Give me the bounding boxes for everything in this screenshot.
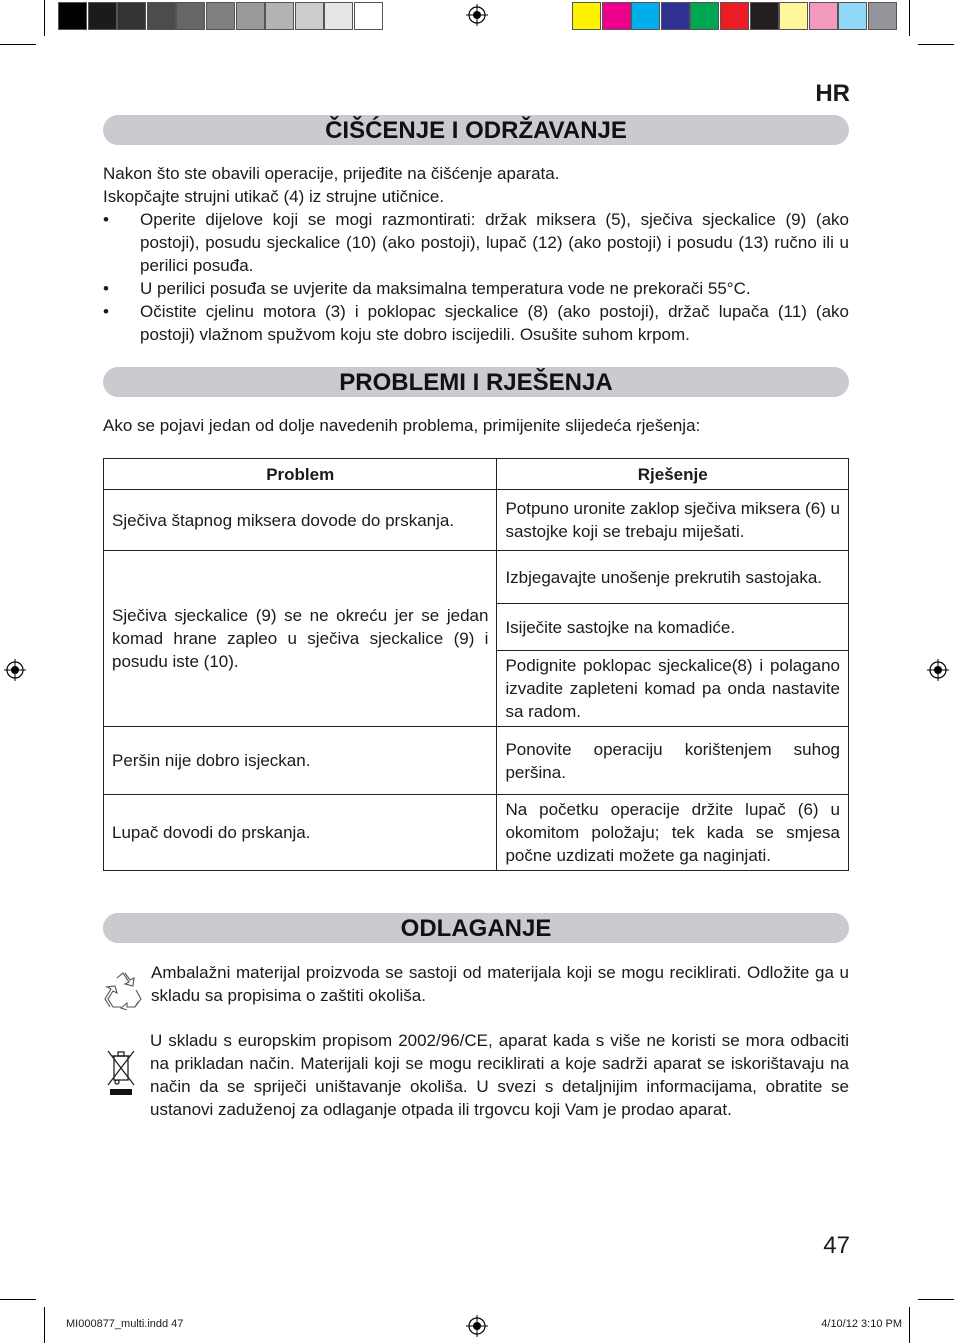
problem-cell: Sječiva štapnog miksera dovode do prskanja. <box>104 490 497 551</box>
color-swatch <box>324 2 353 30</box>
color-swatch <box>206 2 235 30</box>
table-row <box>104 490 849 551</box>
language-code: HR <box>815 80 850 107</box>
solution-cell: Ponovite operaciju korištenjem suhog peršina. <box>497 727 849 795</box>
section-heading-disposal: ODLAGANJE <box>103 913 849 943</box>
footer-date-info: 4/10/12 3:10 PM <box>821 1318 902 1330</box>
table-row <box>104 551 849 604</box>
solution-cell: Izbjegavajte unošenje prekrutih sastojaka. <box>497 551 849 604</box>
disposal-paragraph-packaging: Ambalažni materijal proizvoda se sastoji od materijala koji se mogu reciklirati. Odložite ga u skladu sa propisima o zaštiti okoliša. <box>151 963 849 1005</box>
color-swatch <box>176 2 205 30</box>
color-swatch <box>354 2 383 30</box>
cleaning-intro-1: Nakon što ste obavili operacije, prijeđite na čišćenje aparata. <box>103 164 560 183</box>
table-row <box>104 727 849 795</box>
crop-mark <box>0 44 36 45</box>
cleaning-bullet: Operite dijelove koji se mogi razmontirati: držak miksera (5), sječiva sjeckalice (9) (ako postoji), posudu sjeckalice (10) (ako postoji), lupač (12) (ako postoji) i posudu (13) ručno ili u perilici posuđa. <box>140 210 849 275</box>
troubleshooting-table <box>103 458 849 871</box>
problems-intro: Ako se pojavi jedan od dolje navedenih problema, primijenite slijedeća rješenja: <box>103 416 701 435</box>
color-swatch <box>690 2 719 30</box>
problem-cell: Sječiva sjeckalice (9) se ne okreću jer se jedan komad hrane zapleo u sječiva sjeckalice (9) i posudu iste (10). <box>104 551 497 727</box>
color-swatch <box>602 2 631 30</box>
color-swatch <box>572 2 601 30</box>
color-swatch <box>236 2 265 30</box>
problem-cell: Peršin nije dobro isjeckan. <box>104 727 497 795</box>
solution-cell: Potpuno uronite zaklop sječiva miksera (6) u sastojke koji se trebaju miješati. <box>497 490 849 551</box>
cleaning-bullet: Očistite cjelinu motora (3) i poklopac sjeckalice (8) (ako postoji), držač lupača (11) (ako postoji) vlažnom spužvom koju ste dobro iscijedili. Osušite suhom krpom. <box>140 302 849 344</box>
footer-file-info: MI000877_multi.indd 47 <box>66 1318 184 1330</box>
crop-mark <box>44 0 45 36</box>
color-swatch <box>750 2 779 30</box>
bullet-marker: • <box>103 210 109 229</box>
color-swatch <box>868 2 897 30</box>
registration-mark-icon <box>466 1315 488 1337</box>
bullet-marker: • <box>103 302 109 321</box>
color-swatch <box>295 2 324 30</box>
crop-mark <box>44 1307 45 1343</box>
table-header-row <box>104 459 849 490</box>
recycle-icon <box>103 972 143 1010</box>
column-header-solution: Rješenje <box>497 459 849 490</box>
color-swatch <box>117 2 146 30</box>
crossed-bin-icon <box>106 1048 136 1096</box>
page-number: 47 <box>823 1232 850 1259</box>
solution-cell: Podignite poklopac sjeckalice(8) i polagano izvadite zapleteni komad pa onda nastavite sa radom. <box>497 651 849 727</box>
crop-mark <box>909 1307 910 1343</box>
color-swatch <box>631 2 660 30</box>
registration-mark-icon <box>466 4 488 26</box>
table-row <box>104 795 849 871</box>
color-swatch <box>779 2 808 30</box>
bullet-marker: • <box>103 279 109 298</box>
section-heading-problems: PROBLEMI I RJEŠENJA <box>103 367 849 397</box>
color-swatch <box>661 2 690 30</box>
color-swatch <box>838 2 867 30</box>
registration-mark-icon <box>927 659 949 681</box>
cleaning-intro-2: Iskopčajte strujni utikač (4) iz strujne utičnice. <box>103 187 445 206</box>
color-swatch <box>88 2 117 30</box>
disposal-paragraph-weee: U skladu s europskim propisom 2002/96/CE, aparat kada s više ne koristi se mora odbaciti na prikladan način. Materijali koji se mogu reciklirati a koje sadrži aparat se iskorištavaju na način da se spriječi uništavanje okoliša. U svezi s detaljnijim informacijama, obratite se ustanovi zaduženoj za odlaganje otpada ili trgovcu koji Vam je prodao aparat. <box>150 1031 849 1119</box>
color-swatch <box>58 2 87 30</box>
color-swatch <box>147 2 176 30</box>
crop-mark <box>909 0 910 36</box>
color-swatch <box>265 2 294 30</box>
crop-mark <box>918 1299 954 1300</box>
column-header-problem: Problem <box>104 459 497 490</box>
crop-mark <box>0 1299 36 1300</box>
registration-mark-icon <box>4 659 26 681</box>
color-swatch <box>809 2 838 30</box>
solution-cell: Na početku operacije držite lupač (6) u okomitom položaju; tek kada se smjesa počne uzdizati možete ga naginjati. <box>497 795 849 871</box>
cleaning-bullet: U perilici posuđa se uvjerite da maksimalna temperatura vode ne prekorači 55°C. <box>140 279 751 298</box>
color-swatch <box>720 2 749 30</box>
section-heading-cleaning: ČIŠĆENJE I ODRŽAVANJE <box>103 115 849 145</box>
crop-mark <box>918 44 954 45</box>
problem-cell: Lupač dovodi do prskanja. <box>104 795 497 871</box>
solution-cell: Isiječite sastojke na komadiće. <box>497 604 849 651</box>
